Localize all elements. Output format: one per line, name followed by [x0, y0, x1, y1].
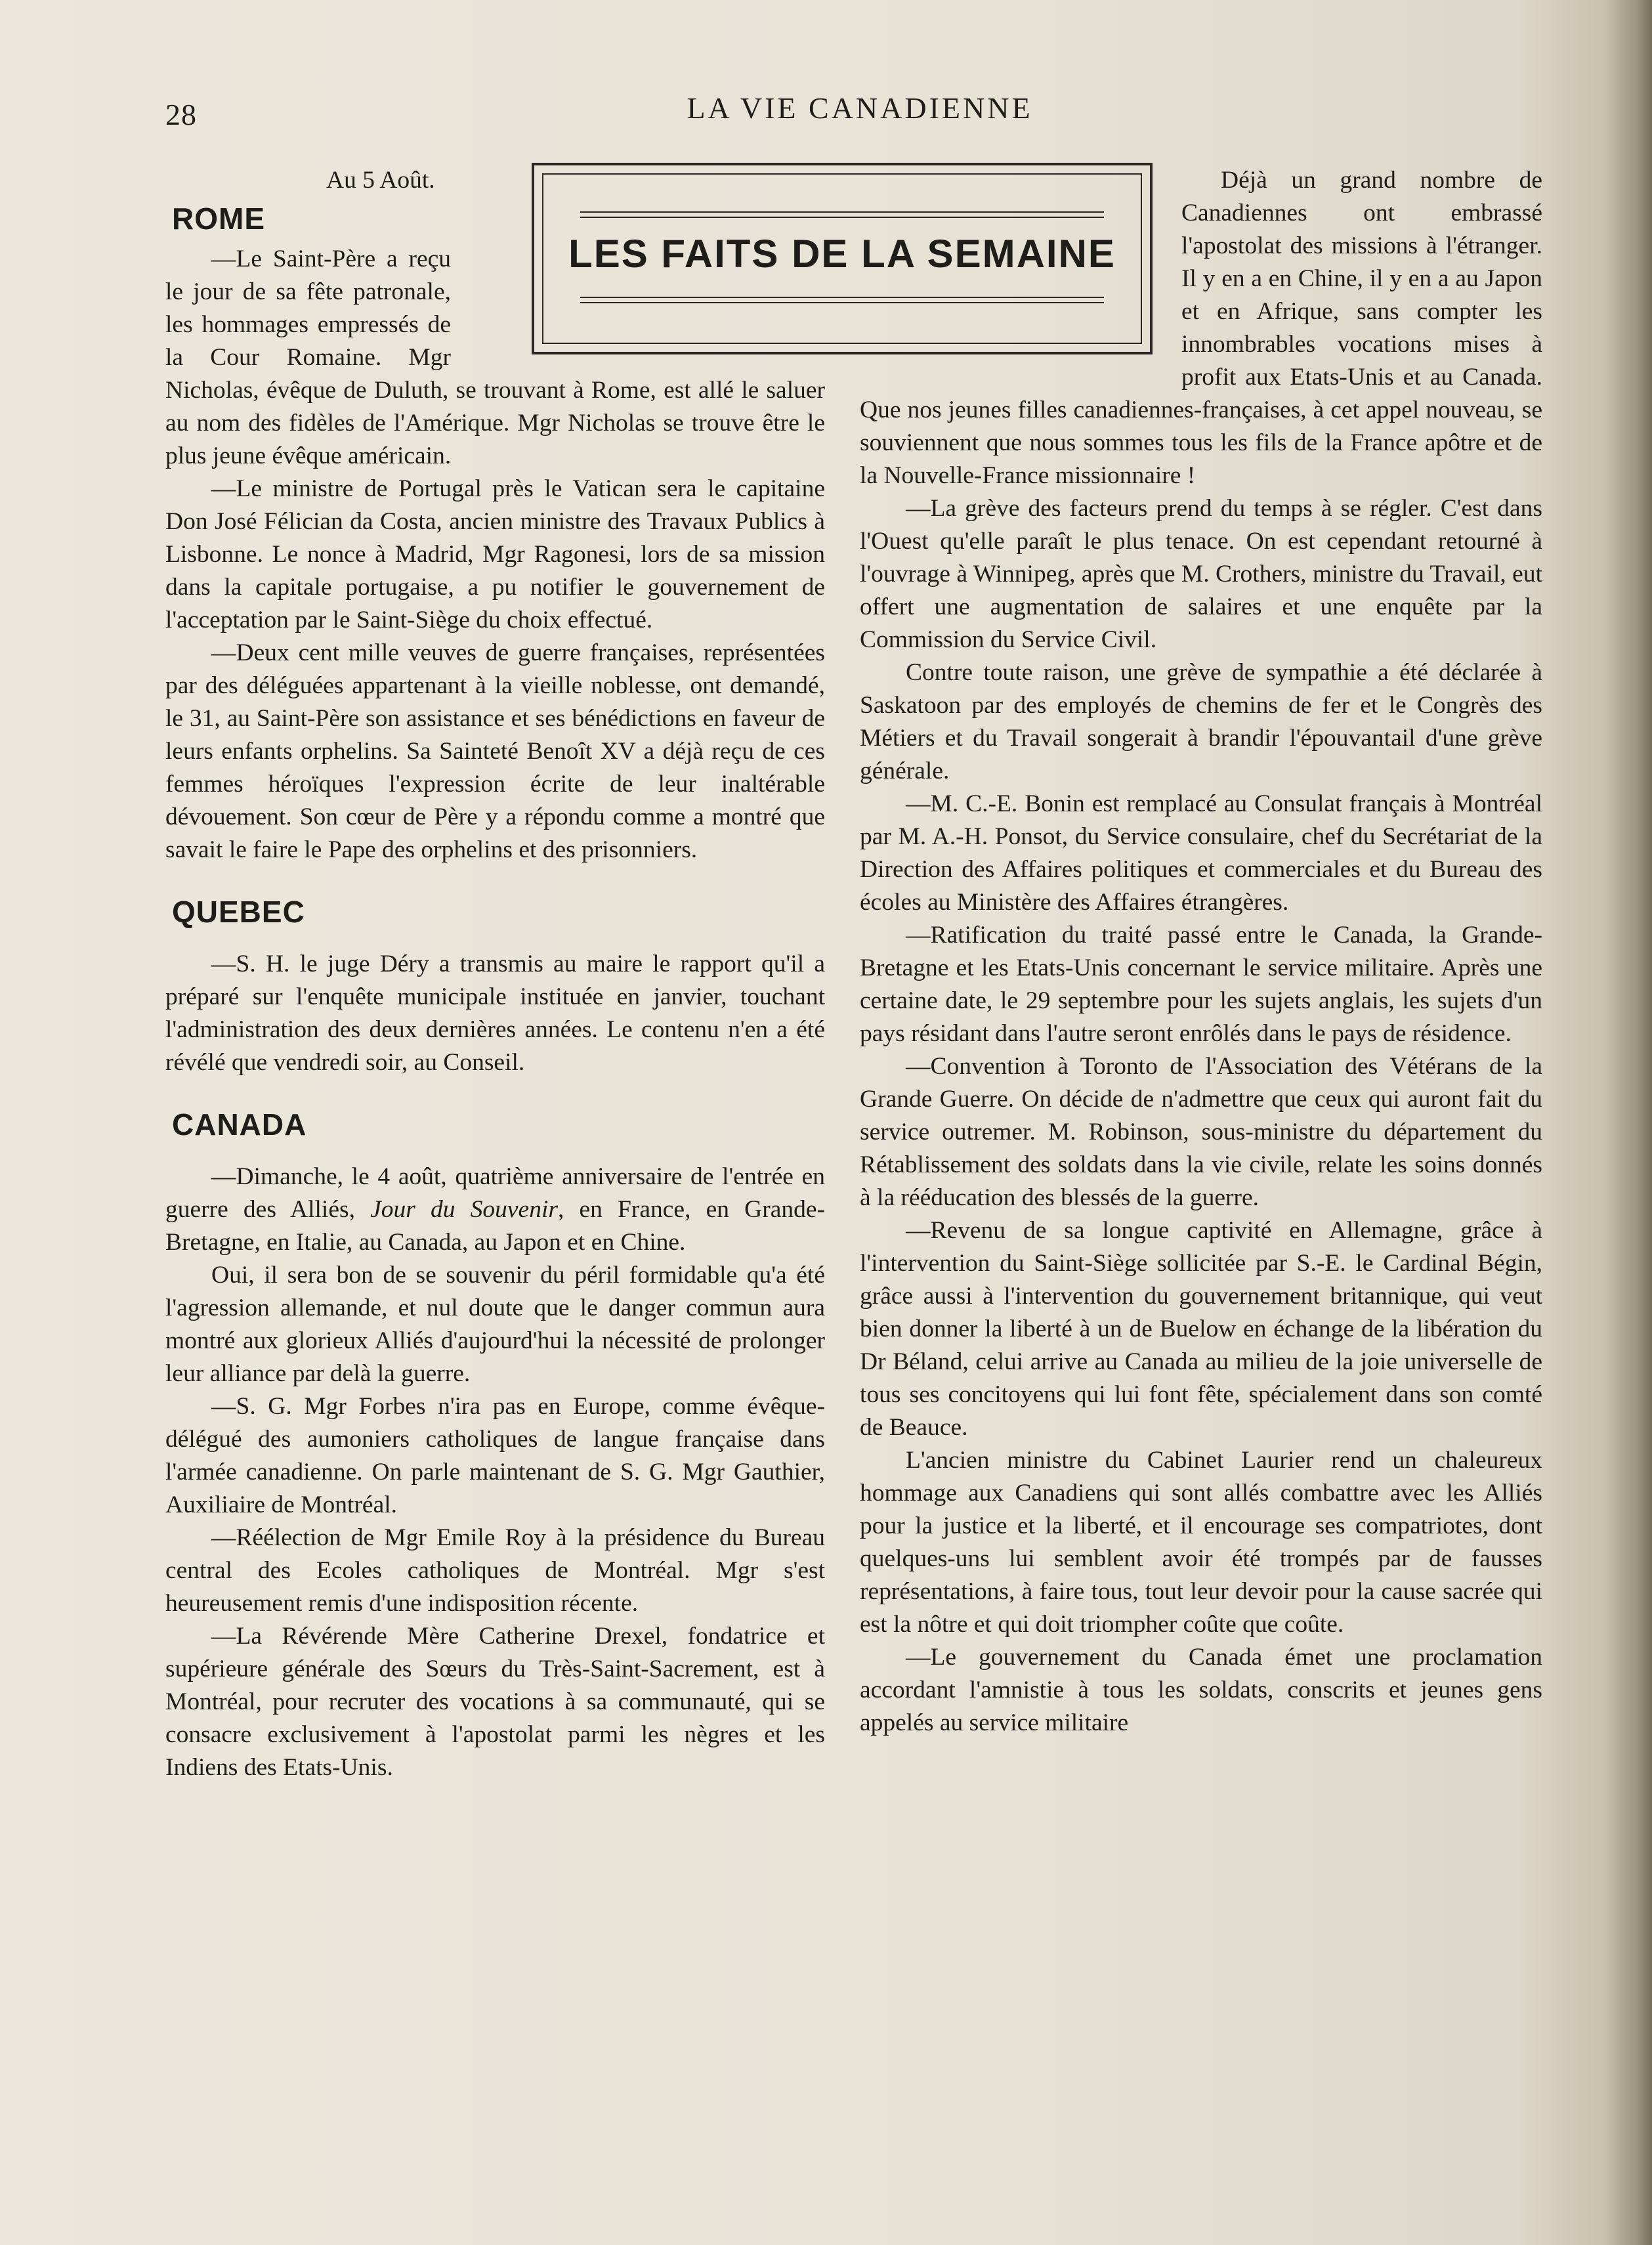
canada-paragraph: Oui, il sera bon de se souvenir du péril formidable qu'a été l'agression allemande, et nul doute que le danger commun aura montré aux glorieux Alliés d'aujourd'hui la nécessité de prolonger leur alliance par delà la guerre. — [165, 1262, 825, 1387]
right-paragraph: —M. C.-E. Bonin est remplacé au Consulat français à Montréal par M. A.-H. Ponsot, du Service consulaire, chef du Secrétariat de la Direction des Affaires politiques et commerciales et du Bureau des écoles au Ministère des Affaires étrangères. — [860, 790, 1542, 916]
dateline: Au 5 Août. — [326, 167, 435, 194]
canada-paragraph: —Réélection de Mgr Emile Roy à la présidence du Bureau central des Ecoles catholiques de Montréal. Mgr s'est heureusement remis d'une indisposition récente. — [165, 1524, 825, 1617]
heading-rome: ROME — [172, 202, 265, 236]
canada-paragraph: —La Révérende Mère Catherine Drexel, fondatrice et supérieure générale des Sœurs du Très-Saint-Sacrement, est à Montréal, pour recruter des vocations à sa communauté, qui se consacre exclusivement à l'apostolat parmi les nègres et les Indiens des Etats-Unis. — [165, 1623, 825, 1781]
section-title: LES FAITS DE LA SEMAINE — [568, 232, 1116, 276]
rome-paragraph: —Le Saint-Père a reçu le jour de sa fête patronale, les hommages empressés de la Cour Romaine. Mgr Nicholas, évêque de Duluth, se trouvant à Rome, est allé le saluer au nom des fidèles de l'Amérique. Mgr Nicholas se trouve être le plus jeune évêque américain. — [165, 246, 825, 469]
title-box-spacer-right — [860, 164, 1181, 381]
running-title: LA VIE CANADIENNE — [687, 91, 1033, 125]
right-paragraph: —Ratification du traité passé entre le Canada, la Grande-Bretagne et les Etats-Unis concernant le service militaire. Après une certaine date, le 29 septembre pour les sujets anglais, les sujets d'un pays résidant dans l'autre seront enrôlés dans le pays de résidence. — [860, 922, 1542, 1047]
rome-paragraph: —Deux cent mille veuves de guerre françaises, représentées par des déléguées appartenant à la vieille noblesse, ont demandé, le 31, au Saint-Père son assistance et ses bénédictions en faveur de leurs enfants orphelins. Sa Sainteté Benoît XV a déjà reçu de ces femmes héroïques l'expression écrite de leur inaltérable dévouement. Son cœur de Père y a répondu comme a montré que savait le faire le Pape des orphelins et des prisonniers. — [165, 639, 825, 863]
page-edge-shadow — [1606, 0, 1652, 2245]
right-paragraph: —La grève des facteurs prend du temps à se régler. C'est dans l'Ouest qu'elle paraît le plus tenace. On est cependant retourné à l'ouvrage à Winnipeg, après que M. Crothers, ministre du Travail, eut offert une augmentation de salaires et une enquête par la Commission du Service Civil. — [860, 495, 1542, 653]
rome-paragraph: —Le ministre de Portugal près le Vatican sera le capitaine Don José Félician da Costa, ancien ministre des Travaux Publics à Lisbonne. Le nonce à Madrid, Mgr Ragonesi, lors de sa mission dans la capitale portugaise, a pu notifier le gouvernement de l'acceptation par le Saint-Siège du choix effectué. — [165, 475, 825, 633]
canada-paragraph — [165, 1161, 825, 1259]
right-paragraph: —Le gouvernement du Canada émet une proclamation accordant l'amnistie à tous les soldats, conscrits et jeunes gens appelés au service militaire — [860, 1644, 1542, 1736]
quebec-paragraph: —S. H. le juge Déry a transmis au maire le rapport qu'il a préparé sur l'enquête municipale instituée en janvier, touchant l'administration des deux dernières années. Le contenu n'en a été révélé que vendredi soir, au Conseil. — [165, 951, 825, 1076]
title-box-spacer — [451, 164, 825, 361]
right-paragraph: Contre toute raison, une grève de sympathie a été déclarée à Saskatoon par des employés de chemins de fer et le Congrès des Métiers et du Travail songerait à brandir l'épouvantail d'une grève générale. — [860, 659, 1542, 784]
page-number: 28 — [165, 98, 197, 131]
canada-p1-italic: Jour du Souvenir — [370, 1196, 558, 1223]
right-paragraph: —Convention à Toronto de l'Association des Vétérans de la Grande Guerre. On décide de n'admettre que ceux qui auront fait du service outremer. M. Robinson, sous-ministre du département du Rétablissement des soldats dans la vie civile, relate les soins donnés à la rééducation des blessés de la guerre. — [860, 1053, 1542, 1211]
heading-quebec: QUEBEC — [172, 895, 305, 929]
heading-canada: CANADA — [172, 1107, 307, 1142]
left-column — [165, 164, 825, 1784]
right-paragraph: L'ancien ministre du Cabinet Laurier rend un chaleureux hommage aux Canadiens qui sont allés combattre avec les Alliés pour la justice et la liberté, et il encourage ses compatriotes, dont quelques-uns lui semblent avoir été trompés par de fausses représentations, à faire tous, tout leur devoir pour la cause sacrée qui est la nôtre et qui doit triompher coûte que coûte. — [860, 1447, 1542, 1638]
canada-paragraph: —S. G. Mgr Forbes n'ira pas en Europe, comme évêque-délégué des aumoniers catholiques de langue française dans l'armée canadienne. On parle maintenant de S. G. Mgr Gauthier, Auxiliaire de Montréal. — [165, 1393, 825, 1518]
canada-p1-before: —Dimanche, le 4 août, quatrième anniversaire de l'entrée en guerre des Alliés, — [165, 1163, 825, 1223]
right-paragraph: —Revenu de sa longue captivité en Allemagne, grâce à l'intervention du Saint-Siège sollicitée par S.-E. le Cardinal Bégin, grâce aussi à l'intervention du gouvernement britannique, qui veut bien donner la liberté à un de Buelow en échange de la libération du Dr Béland, celui arrive au Canada au milieu de la joie universelle de tous ses concitoyens qui lui font fête, spécialement dans son comté de Beauce. — [860, 1217, 1542, 1441]
right-column — [860, 164, 1542, 1740]
right-paragraph: Déjà un grand nombre de Canadiennes ont embrassé l'apostolat des missions à l'étranger. Il y en a en Chine, il y en a au Japon et en Afrique, sans compter les innombrables vocations mises à profit aux Etats-Unis et au Canada. Que nos jeunes filles canadiennes-françaises, à cet appel nouveau, se souviennent que nous sommes tous les fils de la France apôtre et de la Nouvelle-France missionnaire ! — [860, 167, 1542, 489]
canada-p1-after: , en France, en Grande-Bretagne, en Italie, au Canada, au Japon et en Chine. — [165, 1196, 825, 1256]
